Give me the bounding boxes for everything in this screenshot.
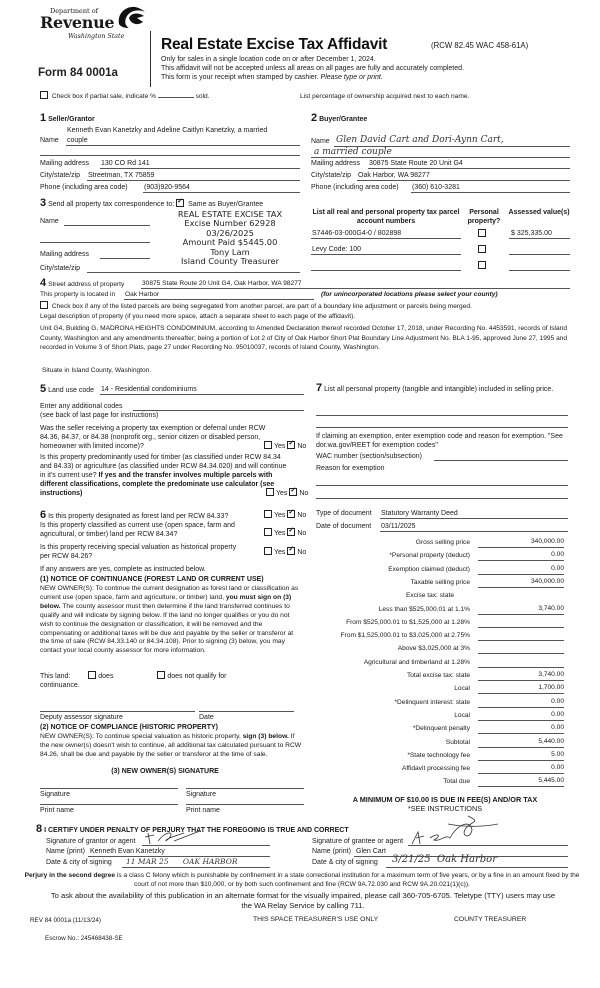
calc-row: [312, 738, 570, 749]
perjury-text: is a class C felony which is punishable by confinement in a state correctional institution for a maximum term of five years, or by a fine in an amount fixed by the court of not more than $10,000, or by both such confinement and fine (RCW 9A.72.030 and RCW 9A.20.021(1)(c)).: [115, 872, 580, 888]
no-label: No: [299, 489, 309, 497]
notice-line-2: This affidavit will not be accepted unless all areas on all pages are fully and accurately completed.: [161, 65, 464, 72]
land-use-code-field[interactable]: [100, 385, 304, 395]
section6-number: 6: [40, 509, 47, 521]
print-name-label-2: Print name: [186, 807, 220, 814]
page-title: Real Estate Excise Tax Affidavit: [161, 36, 388, 53]
calc-row-value[interactable]: 3,740.00: [478, 605, 564, 615]
seller-city-label: City/state/zip: [40, 172, 81, 179]
calc-row: [312, 591, 570, 602]
exemption-no-checkbox[interactable]: [287, 441, 295, 449]
calc-row: [312, 751, 570, 762]
does-not-qualify-checkbox[interactable]: [157, 671, 165, 679]
assessed-value-field[interactable]: [509, 228, 570, 239]
calc-row-value[interactable]: 0.00: [478, 551, 564, 561]
perjury-bold: Perjury in the second degree: [24, 872, 116, 879]
stamp-line-2: Excise Number 62928: [184, 218, 276, 229]
partial-sale-row: [40, 91, 210, 100]
property-street-field[interactable]: [141, 279, 570, 289]
historical-no-checkbox[interactable]: [287, 547, 295, 555]
calc-row: [312, 631, 570, 642]
calc-row-label: *Delinquent interest: state: [394, 698, 470, 706]
personal-property-list-label: [316, 384, 568, 394]
form-number: Form 84 0001a: [38, 67, 118, 79]
historical-yes-checkbox[interactable]: [264, 547, 272, 555]
calc-row-value[interactable]: 5,440.00: [478, 738, 564, 748]
notice-continuance-title: (1) NOTICE OF CONTINUANCE (FOREST LAND OR CURRENT USE): [40, 576, 264, 583]
partial-sale-label: Check box if partial sale, indicate %: [51, 93, 156, 100]
segregated-label: Check box if any of the listed parcels are being segregated from another parcel, are part of a boundary line adjustment or parcels being merged.: [51, 302, 472, 310]
stamp-line-1: REAL ESTATE EXCISE TAX: [177, 209, 283, 219]
calc-row: [312, 764, 570, 775]
segregated-checkbox[interactable]: [40, 301, 48, 309]
calc-row-label: Taxable selling price: [410, 578, 470, 586]
land-use-section-number: 5: [40, 383, 47, 395]
parcel-number-value: Levy Code: 100: [312, 246, 362, 253]
minimum-due-note: A MINIMUM OF $10.00 IS DUE IN FEE(S) AND/OR TAX: [352, 795, 538, 804]
seller-name-field[interactable]: [66, 136, 300, 146]
calc-row: [312, 565, 570, 576]
seller-name-label: Name: [40, 137, 59, 144]
calc-row-label: *Personal property (deduct): [389, 552, 470, 560]
notice-continuance-bold: you must sign on (3) below.: [40, 593, 292, 610]
calc-row-value[interactable]: [478, 631, 564, 641]
buyer-phone-value: (360) 610-3281: [412, 184, 460, 191]
calc-row-label: Local: [454, 685, 470, 693]
historical-answer: [264, 548, 306, 556]
assessed-value-field[interactable]: [509, 260, 570, 271]
calc-row-label: Total due: [443, 778, 470, 786]
seller-section-number: 1: [40, 112, 47, 124]
situate-text: Situate in Island County, Washington.: [42, 367, 152, 374]
new-owner-print-line-1[interactable]: [40, 798, 178, 805]
ownership-note: List percentage of ownership acquired next to each name.: [300, 93, 470, 100]
personal-property-checkbox[interactable]: [478, 261, 486, 269]
buyer-mailing-label: Mailing address: [311, 160, 361, 167]
calc-row-label: Gross selling price: [415, 539, 470, 546]
signature-label-1: Signature: [40, 791, 70, 798]
agency-name-text: Revenue: [40, 13, 115, 32]
property-located-field[interactable]: [124, 290, 314, 300]
calc-row-value[interactable]: 340,000.00: [478, 538, 564, 548]
seller-section-label: Seller/Grantor: [48, 116, 95, 123]
parcel-number-field[interactable]: [311, 260, 461, 271]
continuance-label: continuance.: [40, 682, 80, 689]
calc-row-label: Less than $525,000.01 at 1.1%: [378, 605, 470, 613]
calc-row-value[interactable]: 0.00: [478, 764, 564, 774]
if-yes-note: If any answers are yes, complete as instructed below.: [40, 566, 206, 573]
seller-city-field[interactable]: [87, 171, 300, 181]
calc-row: [312, 644, 570, 655]
signature-label-2: Signature: [186, 791, 216, 798]
calc-row: [312, 578, 570, 589]
calc-row-value[interactable]: 340,000.00: [478, 578, 564, 588]
no-label: No: [297, 442, 307, 450]
correspondence-row: [40, 197, 263, 209]
timber-question-text: Is this property predominantly used for timber (as classified under RCW 84.34 and 84.33) or agriculture (as classified under RCW 84.34.020) and will continue in it's current use?: [40, 454, 287, 479]
calc-row-label: *Delinquent penalty: [412, 725, 470, 733]
assessed-value-field[interactable]: [509, 244, 570, 255]
parcel-number-field[interactable]: [311, 244, 461, 255]
calc-row-label: From $1,525,000.01 to $3,025,000 at 2.75%: [340, 632, 470, 640]
escrow-value: 245468438-SE: [80, 935, 123, 942]
notice-continuance-text-a: NEW OWNER(S): To continue the current designation as forest land or classification as current use (open space, farm and agriculture, or timber) land,: [40, 585, 299, 601]
grantee-signature-label: Signature of grantee or agent: [312, 838, 404, 845]
parcel-number-value: S7446-03-000G4-0 / 802898: [312, 230, 402, 237]
calc-row-value[interactable]: 0.00: [478, 724, 564, 734]
doc-date-value: 03/11/2025: [381, 523, 416, 530]
current-use-yes-checkbox[interactable]: [264, 528, 272, 536]
calc-row-label: *State technology fee: [407, 751, 470, 759]
doc-type-field[interactable]: [380, 509, 568, 519]
calc-row-label: Agricultural and timberland at 1.28%: [363, 658, 470, 666]
notice-compliance-text: [40, 733, 302, 760]
certify-section-number: 8: [36, 823, 43, 835]
treasurer-space-label: THIS SPACE TREASURER'S USE ONLY: [253, 916, 379, 923]
buyer-name-line1: Glen David Cart and Dori-Aynn Cart,: [336, 135, 504, 145]
grantor-date-value: 11 MAR 25 OAK HARBOR: [126, 857, 238, 866]
agency-state-text: Washington State: [68, 33, 125, 40]
this-land-label: This land:: [40, 672, 71, 680]
partial-sale-percent-field[interactable]: [158, 91, 194, 98]
timber-question: [40, 453, 290, 498]
calc-row: [312, 618, 570, 629]
new-owner-signature-line-2[interactable]: [186, 782, 304, 789]
form-revision: REV 84 0001a (11/13/24): [30, 917, 101, 924]
personal-property-list-text: List all personal property (tangible and intangible) included in selling price.: [324, 386, 554, 393]
notice-line-3: [161, 74, 383, 81]
grantee-signature-scribble: [408, 814, 498, 846]
legal-description-text: Unit G4, Building G, MADRONA HEIGHTS CONDOMINIUM, according to Amended Declaration thereof recorded October 17, 2018, under Recording No. 4453591, records of Island County, Washington and any amendments thereafter; being a portion of Lot 2 of City of Oak Harbor Short Plat Boundary Line Adjustment No. BLA 1-95, approved June 27, 1995 and recorded in Volume 3 of Short Plats, page 27 under Recording No. 95010037, records of Island County, Washington.: [40, 325, 568, 351]
buyer-section-title: [311, 112, 367, 124]
partial-sale-suffix: sold.: [195, 93, 210, 100]
deputy-assessor-signature-label: Deputy assessor signature: [40, 714, 123, 721]
wac-number-field[interactable]: [434, 452, 568, 461]
calc-row-value[interactable]: [478, 658, 564, 668]
grantee-signature-field[interactable]: [408, 836, 568, 846]
buyer-mailing-value: 30875 State Route 20 Unit G4: [369, 160, 463, 167]
calc-row-value[interactable]: 1,700.00: [478, 684, 564, 694]
exemption-yes-checkbox[interactable]: [264, 441, 272, 449]
title-reference: (RCW 82.45 WAC 458-61A): [431, 41, 529, 50]
buyer-city-field[interactable]: [357, 171, 570, 181]
notice-line-1: Only for sales in a single location code on or after December 1, 2024.: [161, 56, 376, 63]
yes-label: Yes: [274, 511, 286, 519]
calc-row-label: Excise tax: state: [405, 592, 454, 600]
stamp-line-3: 03/26/2025: [206, 227, 254, 238]
escrow-label: Escrow No.:: [45, 935, 79, 942]
same-as-buyer-checkbox[interactable]: [176, 199, 184, 207]
assessed-value: $ 325,335.00: [511, 230, 552, 237]
buyer-name-field[interactable]: [334, 136, 570, 147]
additional-codes-field[interactable]: [133, 402, 304, 411]
doc-type-value: Statutory Warranty Deed: [381, 510, 458, 517]
seller-mailing-label: Mailing address: [40, 160, 90, 167]
calc-row-value[interactable]: 0.00: [478, 711, 564, 721]
stamp-line-4: Amount Paid $5445.00: [182, 237, 278, 248]
personal-property-checkbox[interactable]: [478, 245, 486, 253]
land-use-row: [40, 383, 94, 395]
forest-land-question: [40, 509, 265, 521]
personal-property-line-1[interactable]: [316, 407, 568, 416]
timber-question-bold: If yes and the transfer involves multiple parcels with different classifications, complete the predominate use calculator (see instructions): [40, 472, 275, 497]
calc-row: [312, 684, 570, 695]
calc-row: [312, 724, 570, 735]
forest-land-text: Is this property designated as forest land per RCW 84.33?: [48, 513, 229, 520]
calc-row-value[interactable]: [478, 618, 564, 628]
property-section-number: 4: [40, 277, 47, 289]
buyer-name-line2: a married couple: [314, 147, 392, 157]
buyer-city-label: City/state/zip: [311, 172, 352, 179]
notice-compliance-text-b: If the new owner(s) doesn't wish to continue, all additional tax calculated pursuant to RCW 84.26, shall be due and payable by the seller or transferor at the time of sale.: [40, 733, 302, 758]
perjury-notice: [24, 871, 580, 889]
no-label: No: [297, 548, 307, 556]
stamp-line-6: Island County Treasurer: [180, 256, 280, 267]
historical-question: Is this property receiving special valuation as historical property per RCW 84.26?: [40, 544, 237, 560]
current-use-answer: [264, 529, 306, 537]
calc-row-value[interactable]: [478, 644, 564, 654]
calc-row: [312, 538, 570, 549]
current-use-no-checkbox[interactable]: [287, 528, 295, 536]
does-qualify-label: does: [98, 672, 114, 680]
wac-number-label: WAC number (section/subsection): [316, 453, 422, 460]
property-located-note: (for unincorporated locations please select your county): [321, 291, 498, 298]
parcel-row: [311, 228, 570, 240]
seller-phone-value: (903)920-9564: [144, 184, 190, 191]
grantor-signature-label: Signature of grantor or agent: [46, 838, 136, 845]
calc-row-label: Total excise tax: state: [406, 672, 470, 679]
calc-row-value[interactable]: 3,740.00: [478, 671, 564, 681]
yes-label: Yes: [276, 489, 288, 497]
doc-date-label: Date of document: [316, 523, 372, 530]
parcel-row: [311, 260, 570, 272]
notice-continuance-text-b: The county assessor must then determine if the land transferred continues to qualify and will indicate by signing below. If the land no longer qualifies or you do not wish to continue the designation or classification, it will be removed and the compensating or additional taxes will be due and payable by the seller or transferor at the time of sale (RCW 84.33.140 or 84.34.108). Prior to signing (3) below, you may contact your local county assessor for more information.: [40, 602, 294, 655]
buyer-section-number: 2: [311, 112, 318, 124]
grantor-name-value: Kenneth Evan Kanetzky: [90, 848, 165, 855]
does-not-qualify-label: does not qualify for: [167, 672, 227, 680]
seller-mailing-field[interactable]: [100, 159, 300, 169]
does-qualify-checkbox[interactable]: [88, 671, 96, 679]
exemption-question: Was the seller receiving a property tax exemption or deferral under RCW 84.36, 84.37, or 84.38 (nonprofit org., senior citizen or disabled person, homeowner with limited income)?: [40, 425, 266, 450]
accessibility-notice: To ask about the availability of this publication in an alternate format for the visually impaired, please call 360-705-6705. Teletype (TTY) users may use the WA Relay Service by calling 711.: [50, 891, 556, 910]
this-land-row: [40, 672, 300, 680]
parcel-header: List all real and personal property tax parcel account numbers: [312, 209, 460, 225]
property-street-label: Street address of property: [48, 281, 125, 288]
new-owner-signature-title: (3) NEW OWNER(S) SIGNATURE: [111, 768, 219, 775]
property-street-value: 30875 State Route 20 Unit G4, Oak Harbor, WA 98277: [142, 280, 302, 287]
legal-description-label: Legal description of property (if you need more space, attach a separate sheet to each page of the affidavit).: [40, 313, 356, 320]
seller-name-line1: Kenneth Evan Kanetzky and Adeline Caitlyn Kanetzky, a married: [67, 127, 268, 134]
seller-name-line2: couple: [67, 137, 88, 144]
calc-row-value[interactable]: 5.00: [478, 751, 564, 761]
seller-section-title: [40, 112, 95, 124]
agency-logo: [40, 4, 152, 54]
deputy-assessor-date-label: Date: [199, 714, 214, 721]
correspondence-section-number: 3: [40, 197, 47, 209]
segregated-row: [40, 302, 580, 310]
county-treasurer-label: COUNTY TREASURER: [454, 916, 527, 923]
exemption-reason-line-2[interactable]: [316, 490, 568, 499]
timber-yes-checkbox[interactable]: [266, 488, 274, 496]
seller-phone-field[interactable]: [143, 183, 300, 193]
seller-name-extra-line[interactable]: [40, 147, 300, 156]
parcel-number-field[interactable]: [311, 228, 461, 239]
grantor-signature-scribble: [144, 829, 214, 845]
correspondence-name-label: Name: [40, 218, 59, 225]
additional-codes-note: (see back of last page for instructions): [40, 412, 159, 419]
land-use-code-label: Land use code: [48, 387, 95, 394]
grantor-name-field[interactable]: [88, 847, 270, 857]
notice-continuance-text: [40, 585, 300, 656]
header-divider: [150, 31, 151, 87]
exemption-reason-line-1[interactable]: [316, 477, 568, 486]
grantee-date-field[interactable]: [386, 855, 568, 868]
buyer-section-label: Buyer/Grantee: [319, 116, 368, 123]
escrow-number: [45, 935, 123, 942]
buyer-name-label: Name: [311, 138, 330, 145]
yes-label: Yes: [274, 548, 286, 556]
correspondence-mailing-label: Mailing address: [40, 251, 90, 258]
new-owner-print-line-2[interactable]: [186, 798, 304, 805]
calc-row-label: Affidavit processing fee: [401, 765, 470, 773]
doc-type-label: Type of document: [316, 510, 372, 517]
calc-row-label: From $525,000.01 to $1,525,000 at 1.28%: [346, 618, 470, 626]
stamp-line-5: Tony Lam: [210, 246, 250, 257]
grantor-signature-field[interactable]: [142, 836, 270, 846]
partial-sale-checkbox[interactable]: [40, 91, 48, 99]
calc-row: [312, 711, 570, 722]
grantee-date-value: 3/21/25 Oak Harbor: [392, 854, 497, 865]
grantor-name-label: Name (print): [46, 848, 85, 855]
buyer-name-extra-line[interactable]: [311, 148, 570, 158]
doc-date-field[interactable]: [380, 522, 568, 532]
personal-property-line-2[interactable]: [316, 419, 568, 428]
property-street-row: [40, 277, 124, 289]
grantor-date-field[interactable]: [122, 857, 270, 868]
personal-property-header: Personal property?: [467, 209, 501, 225]
section7-number: 7: [316, 382, 323, 394]
calc-row-label: Subtotal: [445, 738, 470, 746]
notice-line-3-text: This form is your receipt when stamped by cashier.: [161, 74, 319, 81]
calc-row: [312, 671, 570, 682]
calc-row: [312, 551, 570, 562]
yes-label: Yes: [274, 442, 286, 450]
calc-row-label: Local: [454, 711, 470, 719]
buyer-mailing-field[interactable]: [368, 159, 570, 169]
calc-row: [312, 777, 570, 788]
current-use-question: Is this property classified as current use (open space, farm and agricultural, or timber) land per RCW 84.34?: [40, 522, 235, 538]
print-name-label-1: Print name: [40, 807, 74, 814]
calc-row-value[interactable]: 0.00: [478, 565, 564, 575]
calc-row-label: Exemption claimed (deduct): [388, 565, 470, 573]
notice-compliance-title: (2) NOTICE OF COMPLIANCE (HISTORIC PROPERTY): [40, 724, 218, 731]
exemption-claim-label: If claiming an exemption, enter exemption code and reason for exemption. "See dor.wa.gov/REET for exemption codes": [316, 433, 563, 449]
calc-row-value[interactable]: 0.00: [478, 698, 564, 708]
deputy-assessor-date-line[interactable]: [199, 705, 294, 712]
buyer-phone-field[interactable]: [411, 183, 570, 193]
exemption-question-answer: [264, 442, 306, 450]
treasurer-stamp: [150, 210, 310, 266]
seller-city-value: Streetman, TX 75859: [88, 172, 155, 179]
seller-phone-label: Phone (including area code): [40, 184, 128, 191]
agency-top-text: Department of: [50, 7, 99, 15]
calc-row: [312, 658, 570, 669]
property-located-value: Oak Harbor: [125, 291, 160, 298]
new-owner-signature-line-1[interactable]: [40, 782, 178, 789]
timber-question-answer: [266, 489, 308, 497]
forest-no-checkbox[interactable]: [287, 510, 295, 518]
see-instructions-note: *SEE INSTRUCTIONS: [407, 804, 483, 813]
correspondence-label: Send all property tax correspondence to:: [48, 201, 175, 208]
notice-line-3-italic: Please type or print.: [320, 74, 383, 81]
grantee-date-label: Date & city of signing: [312, 859, 378, 866]
same-as-buyer-label: Same as Buyer/Grantee: [188, 201, 264, 208]
timber-no-checkbox[interactable]: [289, 488, 297, 496]
certify-title: I CERTIFY UNDER PENALTY OF PERJURY THAT THE FOREGOING IS TRUE AND CORRECT: [44, 827, 349, 834]
dor-logo-icon: [115, 4, 147, 30]
forest-land-answer: [264, 511, 306, 519]
buyer-city-value: Oak Harbor, WA 98277: [358, 172, 430, 179]
additional-codes-label: Enter any additional codes: [40, 403, 123, 410]
buyer-phone-label: Phone (including area code): [311, 184, 399, 191]
personal-property-checkbox[interactable]: [478, 229, 486, 237]
forest-yes-checkbox[interactable]: [264, 510, 272, 518]
correspondence-city-label: City/state/zip: [40, 265, 81, 272]
yes-label: Yes: [274, 529, 286, 537]
no-label: No: [297, 529, 307, 537]
notice-compliance-text-a: NEW OWNER(S): To continue special valuation as historic property,: [40, 733, 241, 740]
deputy-assessor-signature-line[interactable]: [40, 705, 195, 712]
grantee-name-value: Glen Cart: [356, 848, 386, 855]
property-located-label: This property is located in: [40, 291, 116, 298]
calc-row: [312, 605, 570, 616]
grantee-name-label: Name (print): [312, 848, 351, 855]
calc-row-label: Above $3,025,000 at 3%: [397, 645, 470, 653]
no-label: No: [297, 511, 307, 519]
seller-mailing-value: 130 CO Rd 141: [101, 160, 150, 167]
grantor-date-label: Date & city of signing: [46, 859, 112, 866]
land-use-code-value: 14 - Residential condominiums: [101, 386, 197, 393]
calc-row-value[interactable]: 5,445.00: [478, 777, 564, 787]
calc-row: [312, 698, 570, 709]
exemption-reason-label: Reason for exemption: [316, 465, 385, 472]
parcel-row: [311, 244, 570, 256]
notice-compliance-bold: sign (3) below.: [242, 733, 289, 740]
assessed-value-header: Assessed value(s): [508, 209, 570, 216]
